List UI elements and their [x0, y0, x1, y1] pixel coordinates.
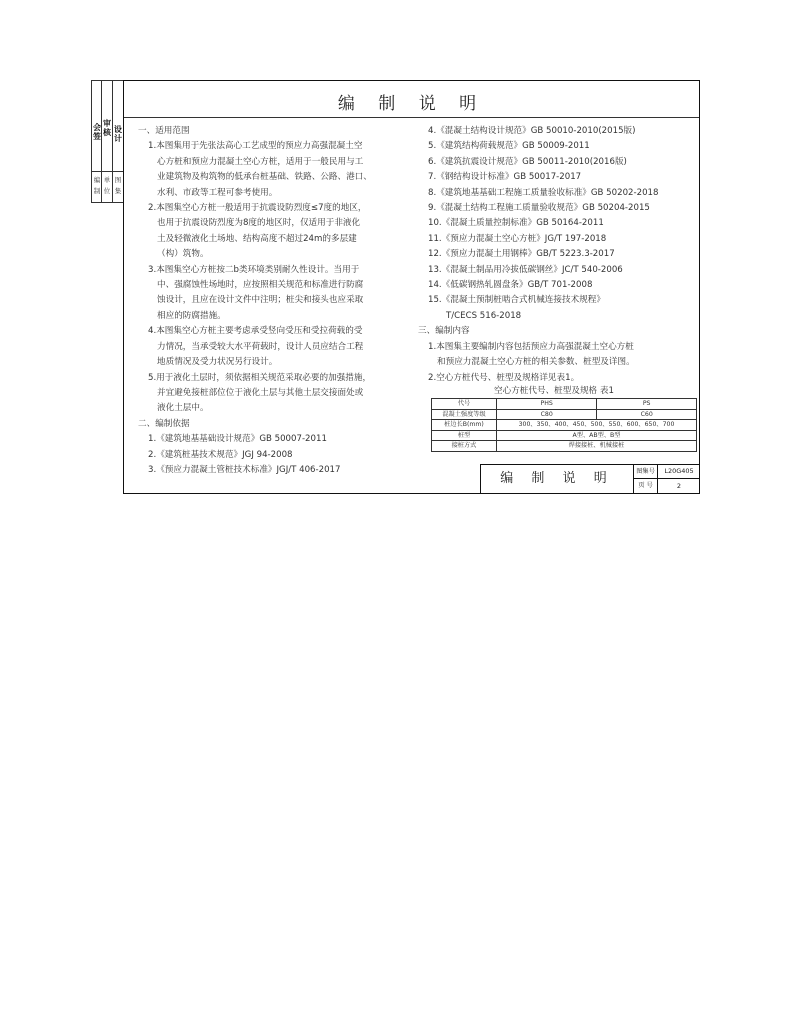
table-row — [432, 409, 697, 420]
text-line: 9.《混凝土结构工程施工质量验收规范》GB 50204-2015 — [428, 203, 650, 214]
text-line: 液化土层中。 — [157, 403, 209, 414]
table-cell: C80 — [497, 409, 597, 420]
table-cell: PS — [597, 399, 697, 410]
text-line: 并宜避免接桩部位位于液化土层与其他土层交接面处或 — [157, 387, 364, 398]
atlas-number: L20G405 — [658, 465, 700, 479]
text-line: 3.本图集空心方桩按二b类环境类别耐久性设计。当用于 — [148, 264, 360, 275]
text-line: 中、强腐蚀性场地时，应按照相关规范和标准进行防腐 — [157, 280, 364, 291]
text-line: 水利、市政等工程可参考使用。 — [157, 187, 278, 198]
text-line: 2.空心方桩代号、桩型及规格详见表1。 — [428, 372, 580, 383]
atlas-number-label: 图集号 — [634, 465, 658, 479]
table-cell: 接桩方式 — [432, 441, 497, 452]
text-line: 11.《预应力混凝土空心方桩》JG/T 197-2018 — [428, 233, 607, 244]
section-heading: 一、适用范围 — [138, 126, 190, 136]
text-line: 8.《建筑地基基础工程施工质量验收标准》GB 50202-2018 — [428, 187, 659, 198]
text-line: 12.《预应力混凝土用钢棒》GB/T 5223.3-2017 — [428, 249, 615, 260]
title-block — [480, 464, 699, 493]
section-heading: 三、编制内容 — [418, 326, 470, 337]
text-line: 6.《建筑抗震设计规范》GB 50011-2010(2016版) — [428, 156, 627, 167]
text-line: 地质情况及受力状况另行设计。 — [157, 357, 278, 368]
text-line: 2.本图集空心方桩一般适用于抗震设防烈度≤7度的地区， — [148, 203, 367, 214]
text-line: 10.《混凝土质量控制标准》GB 50164-2011 — [428, 218, 604, 229]
text-line: 15.《混凝土预制桩啮合式机械连接技术规程》 — [428, 295, 605, 306]
table-cell: 桩边长B(mm) — [432, 420, 497, 431]
signature-stamp-2: 审核 — [103, 119, 111, 137]
text-line: 7.《钢结构设计标准》GB 50017-2017 — [428, 172, 582, 183]
text-line: 4.本图集空心方桩主要考虑承受竖向受压和受拉荷载的受 — [148, 326, 363, 337]
text-line: 也用于抗震设防烈度为8度的地区时，仅适用于非液化 — [157, 218, 361, 229]
table-row — [432, 420, 697, 431]
table-cell: 桩型 — [432, 430, 497, 441]
table-row — [432, 430, 697, 441]
text-line: 蚀设计，且应在设计文件中注明；桩尖和接头也应采取 — [157, 295, 364, 306]
strip-label-2: 单 位 — [103, 176, 111, 195]
text-line: T/CECS 516-2018 — [446, 310, 522, 321]
text-line: 14.《低碳钢热轧圆盘条》GB/T 701-2008 — [428, 280, 593, 291]
table-row — [432, 399, 697, 410]
approval-strip — [91, 80, 123, 203]
text-line: 相应的防腐措施。 — [157, 310, 226, 321]
text-line: 和预应力混凝土空心方桩的相关参数、桩型及详图。 — [437, 357, 635, 368]
left-text-column — [138, 124, 418, 478]
text-line: 5.《建筑结构荷载规范》GB 50009-2011 — [428, 141, 590, 152]
table-cell: 代号 — [432, 399, 497, 410]
spec-table — [431, 398, 697, 452]
right-text-column — [418, 124, 698, 386]
table-cell: PHS — [497, 399, 597, 410]
text-line: 1.本图集主要编制内容包括预应力高强混凝土空心方桩 — [428, 341, 634, 352]
table-cell: 300、350、400、450、500、550、600、650、700 — [497, 420, 697, 431]
table-caption: 空心方桩代号、桩型及规格 表1 — [494, 386, 614, 396]
text-line: 3.《预应力混凝土管桩技术标准》JGJ/T 406-2017 — [148, 464, 341, 475]
title-block-name: 编 制 说 明 — [481, 465, 634, 493]
text-line: 4.《混凝土结构设计规范》GB 50010-2010(2015版) — [428, 126, 636, 136]
strip-label-1: 编 制 — [93, 176, 101, 195]
text-line: 13.《混凝土制品用冷拔低碳钢丝》JC/T 540-2006 — [428, 264, 623, 275]
text-line: （构）筑物。 — [157, 249, 209, 260]
strip-label-3: 图 集 — [114, 176, 122, 195]
text-line: 土及轻微液化土场地、结构高度不超过24m的多层建 — [157, 233, 357, 244]
section-heading: 二、编制依据 — [138, 418, 190, 429]
page-title: 编 制 说 明 — [337, 94, 486, 114]
text-line: 2.《建筑桩基技术规范》JGJ 94-2008 — [148, 449, 293, 460]
table-cell: A型、AB型、B型 — [497, 430, 697, 441]
signature-stamp-1: 会签 — [93, 123, 101, 141]
title-divider — [124, 117, 699, 118]
text-line: 5.用于液化土层时，须依据相关规范采取必要的加强措施， — [148, 372, 372, 383]
page-number: 2 — [676, 482, 682, 490]
text-line: 1.本图集用于先张法高心工艺成型的预应力高强混凝土空 — [148, 141, 363, 152]
table-cell: 混凝土强度等级 — [432, 409, 497, 420]
signature-stamp-3: 设计 — [114, 125, 122, 143]
page-number-label: 页 号 — [634, 479, 658, 493]
text-line: 1.《建筑地基基础设计规范》GB 50007-2011 — [148, 434, 327, 445]
table-cell: C60 — [597, 409, 697, 420]
text-line: 力情况，当承受较大水平荷载时，设计人员应结合工程 — [157, 341, 364, 352]
text-line: 心方桩和预应力混凝土空心方桩，适用于一般民用与工 — [157, 156, 364, 167]
text-line: 业建筑物及构筑物的低承台桩基础、铁路、公路、港口、 — [157, 172, 372, 183]
table-row — [432, 441, 697, 452]
table-cell: 焊接接桩、机械接桩 — [497, 441, 697, 452]
